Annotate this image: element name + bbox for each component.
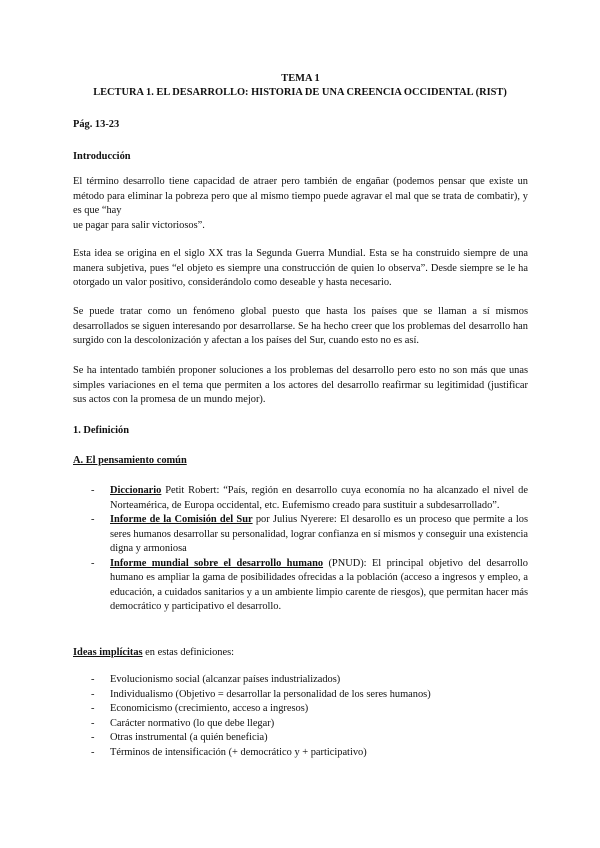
definition-text: por Julius Nyerere: El desarollo es un proceso que permite a los seres humanos desarrollar su personalidad, lograr confianza en sí mismos y conseguir una existencia digna y armoniosa — [110, 514, 528, 554]
intro-p1-line2: ue pagar para salir victoriosos”. — [73, 219, 205, 231]
definition-source: Informe de la Comisión del Sur — [110, 514, 253, 525]
definition-source: Informe mundial sobre el desarrollo humano — [110, 557, 324, 569]
intro-heading: Introducción — [73, 151, 131, 162]
idea-item: - Otras instrumental (a quién beneficia) — [73, 731, 528, 746]
idea-item: - Carácter normativo (lo que debe llegar) — [73, 717, 528, 732]
ideas-list — [73, 673, 528, 760]
tema-title: TEMA 1 — [281, 73, 320, 84]
idea-item: - Términos de intensificación (+ democrático y + participativo) — [73, 746, 528, 761]
intro-paragraph-3: Se puede tratar como un fenómeno global puesto que hasta los países que se llaman a sí mismos desarrollados se siguen interesando por desarrollarse. Se ha hecho creer que los problemas del desarrollo han surgido con la descolonización y afectan a los países del Sur, cuando esto no es así. — [73, 306, 528, 346]
idea-item: - Individualismo (Objetivo = desarrollar la personalidad de los seres humanos) — [73, 688, 528, 703]
definition-text: Petit Robert: “País, región en desarrollo cuya economía no ha alcanzado el nivel de Norteamérica, de Europa occidental, etc. Eufemismo creado para sustituir a subdesarrollado”. — [110, 485, 528, 511]
lectura-title: LECTURA 1. EL DESARROLLO: HISTORIA DE UNA CREENCIA OCCIDENTAL (RIST) — [93, 87, 507, 98]
intro-paragraph-2: Esta idea se origina en el siglo XX tras la Segunda Guerra Mundial. Esta se ha construido siempre de una manera subjetiva, pues “el objeto es siempre una construcción de quien lo observa”. Desde siempre se le ha otorgado un valor positivo, considerándolo como deseable y hasta necesario. — [73, 248, 528, 288]
definition-item — [73, 513, 528, 557]
definition-text: (PNUD): El principal objetivo del desarrollo humano es ampliar la gama de posibilidades ofrecidas a la población (acceso a ingresos y empleo, a educación, a cuidados sanitarios y a un ambiente limpio carente de riesgos), que permitan hacer más democrático y participativo el desarrollo. — [110, 557, 528, 612]
definition-item — [73, 557, 528, 615]
definition-item — [73, 484, 528, 513]
ideas-label: Ideas implícitas — [73, 647, 143, 658]
ideas-intro — [73, 646, 528, 661]
ideas-suffix: en estas definiciones: — [142, 647, 235, 658]
idea-item: - Economicismo (crecimiento, acceso a ingresos) — [73, 702, 528, 717]
definitions-list — [73, 484, 528, 615]
definition-source: Diccionario — [110, 485, 162, 496]
intro-paragraph-4: Se ha intentado también proponer soluciones a los problemas del desarrollo pero esto no son más que unas simples variaciones en el tema que permiten a los actores del desarrollo reafirmar su legitimidad (justificar sus actos con la promesa de un mundo mejor). — [73, 365, 528, 405]
idea-item: - Evolucionismo social (alcanzar países industrializados) — [73, 673, 528, 688]
intro-paragraph-1 — [73, 175, 528, 233]
intro-p1-line1: El término desarrollo tiene capacidad de atraer pero también de engañar (podemos pensar que existe un método para eliminar la pobreza pero que al mismo tiempo puede agravar el mal que se trata de combatir), y es que “hay — [73, 176, 528, 216]
section-1-heading: 1. Definición — [73, 425, 129, 436]
section-1a-heading: A. El pensamiento común — [73, 455, 187, 466]
pages-reference: Pág. 13-23 — [73, 119, 120, 130]
